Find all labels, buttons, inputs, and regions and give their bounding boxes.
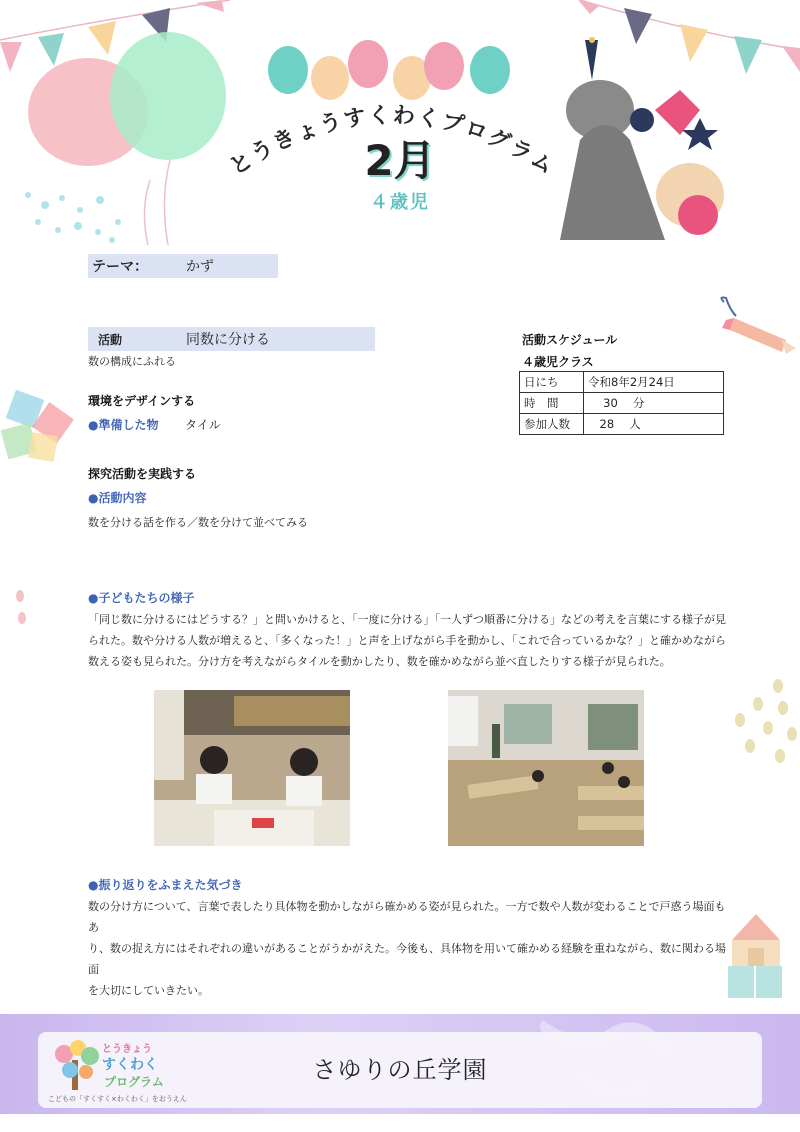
classroom-photo-1 xyxy=(154,690,350,846)
children-line: 数える姿も見られた。分け方を考えながらタイルを動かしたり、数を確かめながら並べ直したりする様子が見られた。 xyxy=(88,655,671,668)
dots-decoration-left xyxy=(12,588,32,628)
design-heading: 環境をデザインする xyxy=(88,394,196,408)
toy-blocks-icon xyxy=(722,910,792,1002)
children-line: 「同じ数に分けるにはどうする？」と問いかけると、「一度に分ける」「一人ずつ順番に分ける」などの考えを言葉にする様子が見 xyxy=(88,613,726,626)
reflection-heading: ●振り返りをふまえた気づき xyxy=(88,878,243,892)
schedule-row xyxy=(520,414,724,435)
puzzle-icon xyxy=(0,386,80,476)
schedule-row-label: 時 間 xyxy=(520,393,584,414)
logo-line2: すくわく xyxy=(102,1057,158,1073)
pencil-icon xyxy=(716,294,800,364)
activity-title: 同数に分ける xyxy=(186,332,270,348)
schedule-row xyxy=(520,393,724,414)
activity-content-label: ●活動内容 xyxy=(88,491,147,505)
reflection-line: り、数の捉え方にはそれぞれの違いがあることがうかがえた。今後も、具体物を用いて確かめる経験を重ねながら、数に関わる場面 xyxy=(88,942,726,976)
schedule-row-label: 日にち xyxy=(520,372,584,393)
age-group-label: ４歳児 xyxy=(370,192,430,213)
theme-band xyxy=(88,254,278,278)
practice-heading: 探究活動を実践する xyxy=(88,467,197,481)
schedule-title: 活動スケジュール xyxy=(522,333,618,347)
schedule-row xyxy=(520,372,724,393)
activity-content-text: 数を分ける話を作る／数を分けて並べてみる xyxy=(88,516,308,529)
schedule-class: ４歳児クラス xyxy=(522,355,594,369)
program-title: とうきょうすくわくプログラム xyxy=(225,103,560,181)
activity-label: 活動 xyxy=(98,333,123,347)
schedule-row-value: 令和8年2月24日 xyxy=(584,372,724,393)
reflection-line: を大切にしていきたい。 xyxy=(88,984,209,997)
schedule-table xyxy=(519,371,724,435)
logo-tagline: こどもの「すくすく×わくわく」をおうえん xyxy=(48,1095,187,1103)
classroom-photo-2 xyxy=(448,690,644,846)
schedule-row-value: 30 分 xyxy=(584,393,724,414)
logo-line1: とうきょう xyxy=(102,1044,152,1055)
dots-decoration-right xyxy=(728,676,800,766)
children-text xyxy=(88,609,728,672)
theme-value: かず xyxy=(186,259,214,275)
bunting-right xyxy=(578,0,800,74)
theme-label: テーマ： xyxy=(92,259,148,275)
reflection-line: 数の分け方について、言葉で表したり具体物を動かしながら確かめる姿が見られた。一方で数や人数が変わることで戸惑う場面もあ xyxy=(88,900,726,934)
children-heading: ●子どもたちの様子 xyxy=(88,591,195,605)
school-name: さゆりの丘学園 xyxy=(312,1056,488,1084)
schedule-row-label: 参加人数 xyxy=(520,414,584,435)
schedule-row-value: 28 人 xyxy=(584,414,724,435)
logo-line3: プログラム xyxy=(104,1075,164,1089)
prepared-label: ●準備した物 xyxy=(88,418,159,432)
reflection-text xyxy=(88,896,728,1001)
children-line: られた。数や分ける人数が増えると、「多くなった！」と声を上げながら手を動かし、「これで合っているかな？」と確かめながら xyxy=(88,634,726,647)
activity-subtitle: 数の構成にふれる xyxy=(88,355,176,368)
prepared-value: タイル xyxy=(185,418,221,432)
month-title: 2月 xyxy=(364,136,436,185)
activity-band xyxy=(88,327,375,351)
